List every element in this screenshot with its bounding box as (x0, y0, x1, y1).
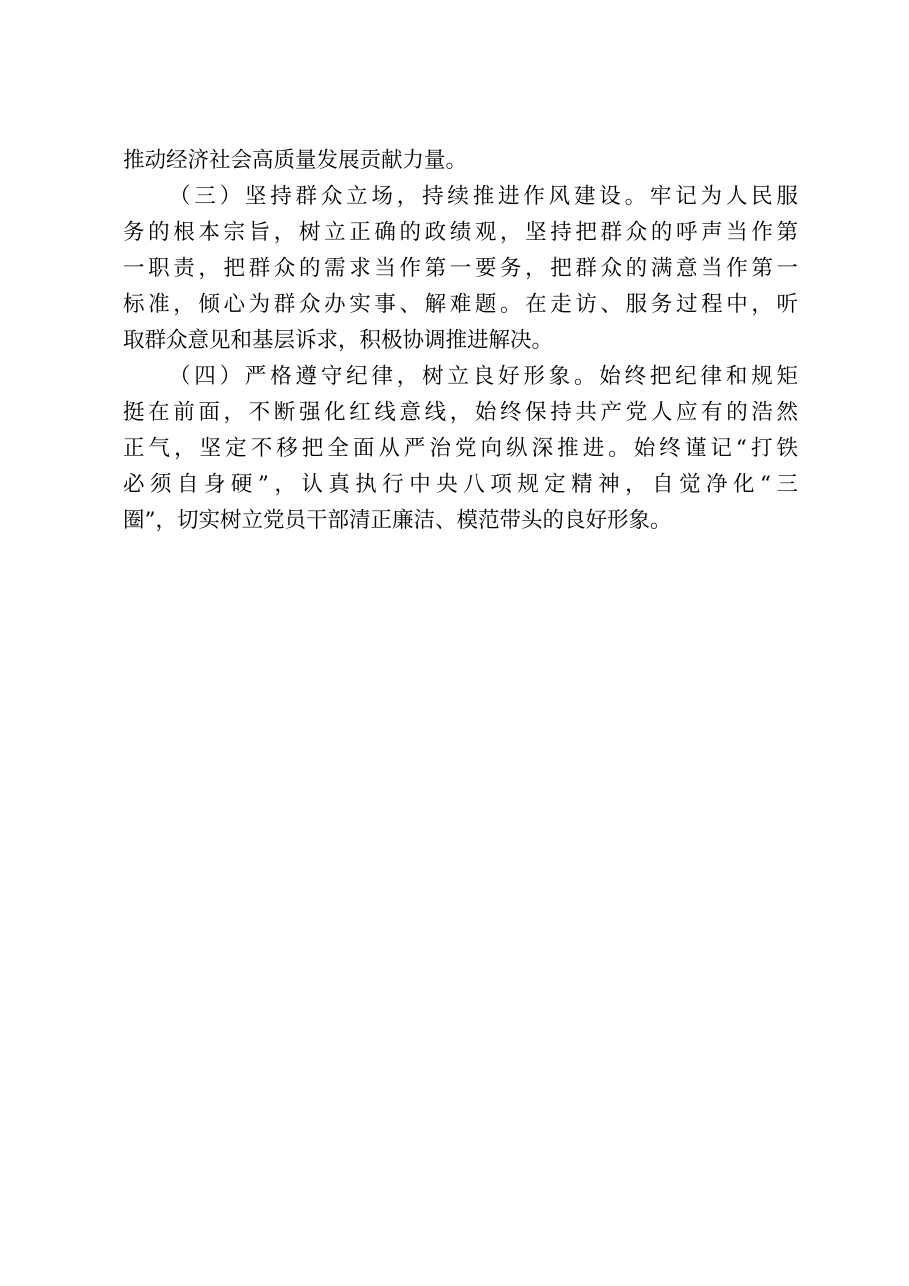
section-heading-4: （四）严格遵守纪律，树立良好形象。始终把纪律和规矩 (169, 364, 798, 389)
text-line: 正气，坚定不移把全面从严治党向纵深推进。始终谨记“打铁 (123, 436, 798, 461)
section-heading-3: （三）坚持群众立场，持续推进作风建设。牢记为人民服 (169, 184, 798, 209)
text-line: 圈”，切实树立党员干部清正廉洁、模范带头的良好形象。 (123, 508, 672, 533)
text-line: 推动经济社会高质量发展贡献力量。 (123, 148, 468, 173)
document-body (123, 143, 798, 539)
text-line: 挺在前面，不断强化红线意线，始终保持共产党人应有的浩然 (123, 400, 798, 425)
text-line: 标准，倾心为群众办实事、解难题。在走访、服务过程中，听 (123, 292, 798, 317)
text-line: 必须自身硬”，认真执行中央八项规定精神，自觉净化“三 (123, 472, 798, 497)
text-line: 取群众意见和基层诉求，积极协调推进解决。 (123, 328, 554, 353)
text-line: 一职责，把群众的需求当作第一要务，把群众的满意当作第一 (123, 256, 798, 281)
text-line: 务的根本宗旨，树立正确的政绩观，坚持把群众的呼声当作第 (123, 220, 798, 245)
